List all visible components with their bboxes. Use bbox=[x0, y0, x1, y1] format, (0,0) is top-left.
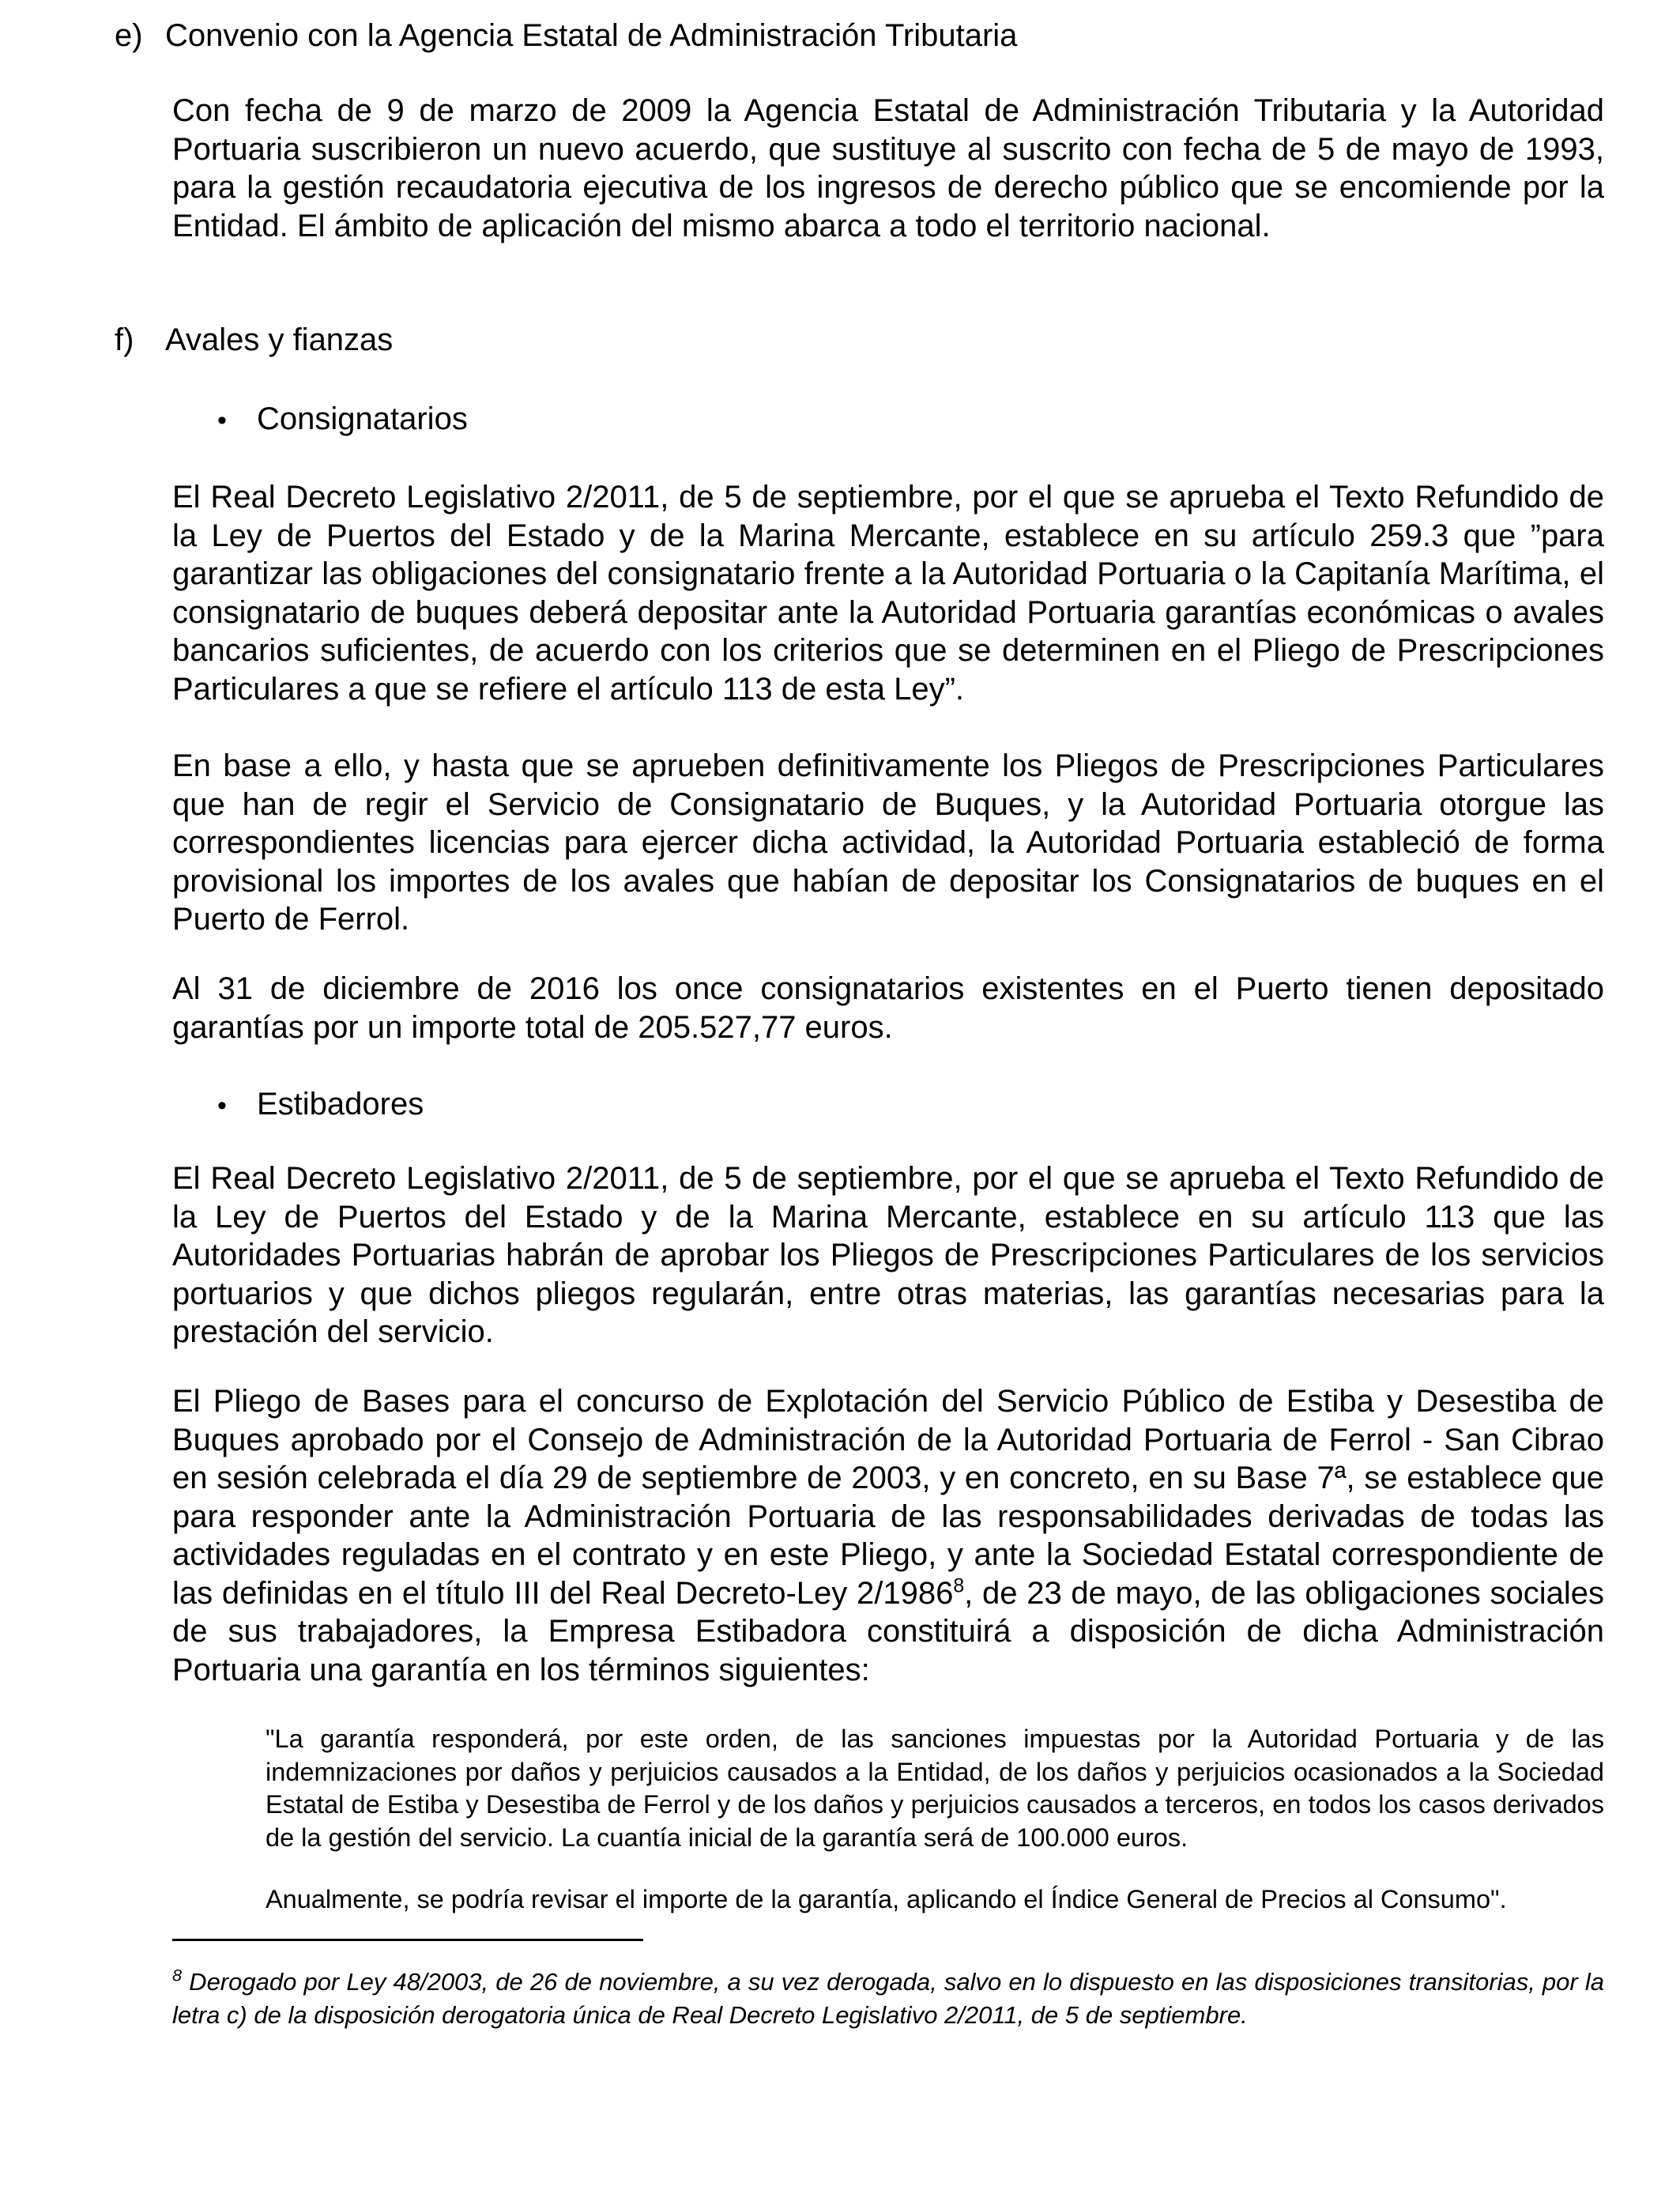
bullet-consignatarios bbox=[217, 399, 468, 440]
consignatarios-paragraph-1: El Real Decreto Legislativo 2/2011, de 5 de septiembre, por el que se aprueba el Texto Refundido de la Ley de Puertos del Estado y de la Marina Mercante, establece en su artículo 259.3 que ”para garantizar las obligaciones del consignatario frente a la Autoridad Portuaria o la Capitanía Marítima, el consignatario de buques deberá depositar ante la Autoridad Portuaria garantías económicas o avales bancarios suficientes, de acuerdo con los criterios que se determinen en el Pliego de Prescripciones Particulares a que se refiere el artículo 113 de esta Ley”. bbox=[172, 480, 1604, 707]
footnote-text: Derogado por Ley 48/2003, de 26 de noviembre, a su vez derogada, salvo en lo dispuesto en las disposiciones transitorias, por la letra c) de la disposición derogatoria única de Real Decreto Legislativo 2/2011, de 5 de septiembre. bbox=[172, 1968, 1604, 2029]
bullet-label: Estibadores bbox=[257, 1087, 424, 1122]
quote-paragraph-1: "La garantía responderá, por este orden, de las sanciones impuestas por la Autoridad Portuaria y de las indemnizaciones por daños y perjuicios causados a la Entidad, de los daños y perjuicios ocasionados a la Sociedad Estatal de Estiba y Desestiba de Ferrol y de los daños y perjuicios causados a terceros, en todos los casos derivados de la gestión del servicio. La cuantía inicial de la garantía será de 100.000 euros. bbox=[266, 1725, 1604, 1852]
section-e-title: Convenio con la Agencia Estatal de Administración Tributaria bbox=[165, 18, 1018, 53]
estibadores-paragraph-2 bbox=[172, 1382, 1604, 1689]
footnote-reference: 8 bbox=[953, 1575, 965, 1597]
paragraph-text: El Pliego de Bases para el concurso de Explotación del Servicio Público de Estiba y Desestiba de Buques aprobado por el Consejo de Administración de la Autoridad Portuaria de Ferrol - San Cibrao en sesión celebrada el día 29 de septiembre de 2003, y en concreto, en su Base 7ª, se establece que para responder ante la Administración Portuaria de las responsabilidades derivadas de todas las actividades reguladas en el contrato y en este Pliego, y ante la Sociedad Estatal correspondiente de las definidas en el título III del Real Decreto-Ley 2/1986 bbox=[172, 1384, 1604, 1611]
footnote-separator bbox=[172, 1939, 643, 1941]
section-e-paragraph: Con fecha de 9 de marzo de 2009 la Agencia Estatal de Administración Tributaria y la Autoridad Portuaria suscribieron un nuevo acuerdo, que sustituye al suscrito con fecha de 5 de mayo de 1993, para la gestión recaudatoria ejecutiva de los ingresos de derecho público que se encomiende por la Entidad. El ámbito de aplicación del mismo abarca a todo el territorio nacional. bbox=[172, 93, 1604, 243]
quote-paragraph-2: Anualmente, se podría revisar el importe de la garantía, aplicando el Índice General de Precios al Consumo". bbox=[266, 1885, 1507, 1913]
section-e-letter: e) bbox=[115, 18, 143, 53]
consignatarios-paragraph-2: En base a ello, y hasta que se aprueben definitivamente los Pliegos de Prescripciones Particulares que han de regir el Servicio de Consignatario de Buques, y la Autoridad Portuaria otorgue las correspondientes licencias para ejercer dicha actividad, la Autoridad Portuaria estableció de forma provisional los importes de los avales que habían de depositar los Consignatarios de buques en el Puerto de Ferrol. bbox=[172, 748, 1604, 937]
bullet-estibadores bbox=[217, 1084, 424, 1125]
section-f-title: Avales y fianzas bbox=[165, 322, 394, 357]
bullet-icon: • bbox=[217, 1091, 227, 1121]
section-e-heading bbox=[115, 16, 1017, 55]
estibadores-paragraph-1: El Real Decreto Legislativo 2/2011, de 5 de septiembre, por el que se aprueba el Texto Refundido de la Ley de Puertos del Estado y de la Marina Mercante, establece en su artículo 113 que las Autoridades Portuarias habrán de aprobar los Pliegos de Prescripciones Particulares de los servicios portuarios y que dichos pliegos regularán, entre otras materias, las garantías necesarias para la prestación del servicio. bbox=[172, 1161, 1604, 1349]
bullet-icon: • bbox=[217, 405, 227, 435]
footnote-number: 8 bbox=[172, 1965, 183, 1985]
section-f-heading bbox=[115, 320, 393, 360]
bullet-label: Consignatarios bbox=[257, 401, 468, 436]
consignatarios-paragraph-3: Al 31 de diciembre de 2016 los once consignatarios existentes en el Puerto tienen depositado garantías por un importe total de 205.527,77 euros. bbox=[172, 971, 1604, 1045]
footnote bbox=[172, 1966, 1604, 2032]
section-f-letter: f) bbox=[115, 322, 134, 357]
paragraph-text: , de 23 de mayo, de las obligaciones sociales de sus trabajadores, la Empresa Estibadora constituirá a disposición de dicha Administración Portuaria una garantía en los términos siguientes: bbox=[172, 1575, 1604, 1687]
